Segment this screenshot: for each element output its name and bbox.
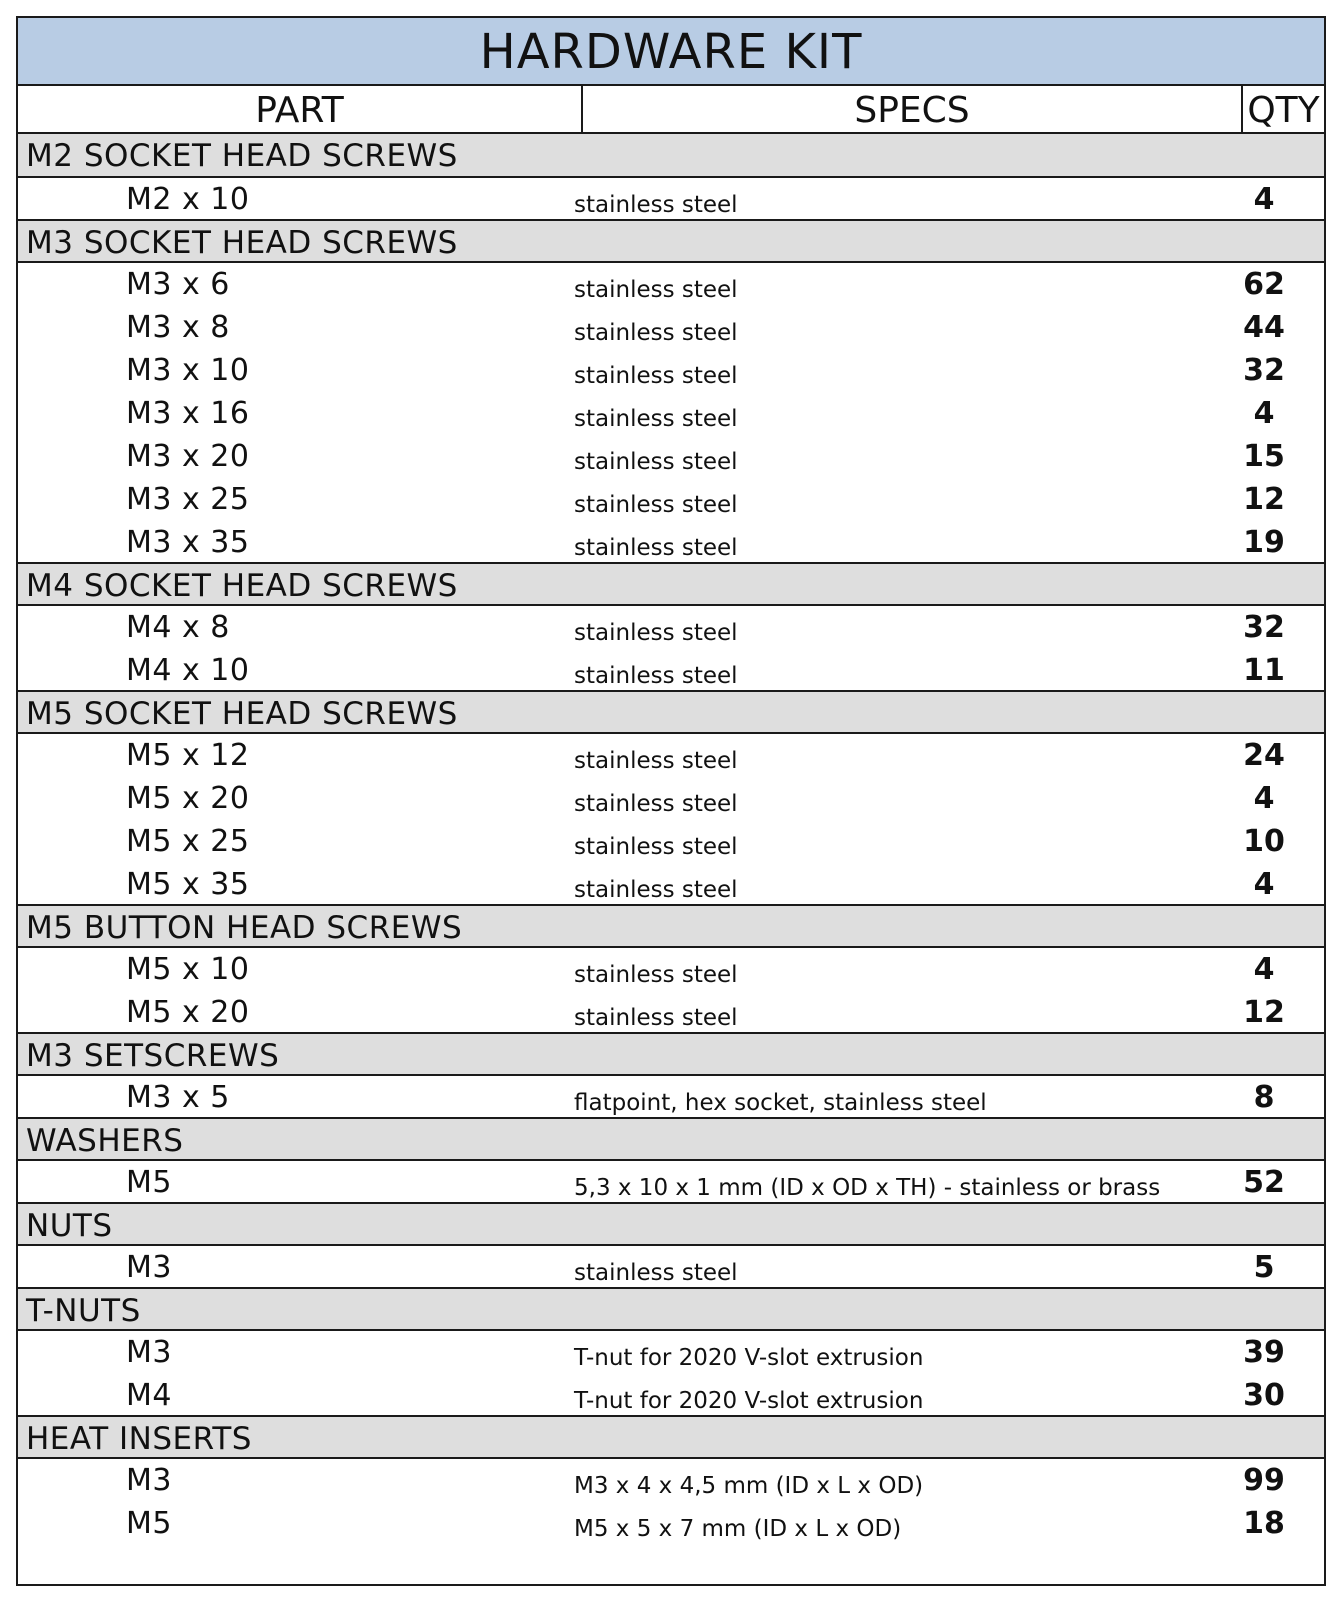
table-row <box>18 649 1324 692</box>
qty-cell: 10 <box>1243 824 1285 859</box>
spec-cell: stainless steel <box>574 748 738 774</box>
part-cell: M3 x 6 <box>126 267 230 302</box>
part-cell: M4 <box>126 1378 172 1413</box>
spec-cell: stainless steel <box>574 535 738 561</box>
table-row <box>18 1502 1324 1545</box>
table-row <box>18 820 1324 863</box>
spec-cell: stainless steel <box>574 1005 738 1031</box>
qty-cell: 24 <box>1243 738 1285 773</box>
qty-cell: 30 <box>1243 1378 1285 1413</box>
table-row <box>18 1161 1324 1204</box>
section-label: T-NUTS <box>26 1293 141 1329</box>
table-row <box>18 777 1324 820</box>
part-cell: M3 x 10 <box>126 353 250 388</box>
section-header-row <box>18 219 1324 263</box>
section-header-row <box>18 1117 1324 1161</box>
spec-cell: T-nut for 2020 V-slot extrusion <box>574 1388 924 1414</box>
column-header-qty: QTY <box>1247 90 1320 131</box>
qty-cell: 44 <box>1243 310 1285 345</box>
section-header-row <box>18 1287 1324 1331</box>
spec-cell: stainless steel <box>574 834 738 860</box>
column-header-part: PART <box>18 86 583 132</box>
table-row <box>18 606 1324 649</box>
qty-cell: 5 <box>1253 1250 1275 1285</box>
hardware-kit-table <box>16 16 1326 1586</box>
part-cell: M3 x 35 <box>126 525 250 560</box>
table-row <box>18 1374 1324 1417</box>
section-label: M3 SOCKET HEAD SCREWS <box>26 225 458 261</box>
table-row <box>18 306 1324 349</box>
table-row <box>18 1459 1324 1502</box>
table-row <box>18 263 1324 306</box>
part-cell: M4 x 10 <box>126 653 250 688</box>
table-row <box>18 349 1324 392</box>
qty-cell: 12 <box>1243 482 1285 517</box>
part-cell: M3 x 20 <box>126 439 250 474</box>
spec-cell: stainless steel <box>574 1260 738 1286</box>
section-header-row <box>18 1415 1324 1459</box>
table-row <box>18 478 1324 521</box>
part-cell: M5 x 35 <box>126 867 250 902</box>
table-row <box>18 991 1324 1034</box>
qty-cell: 32 <box>1243 610 1285 645</box>
part-cell: M3 <box>126 1463 172 1498</box>
spec-cell: stainless steel <box>574 363 738 389</box>
qty-cell: 18 <box>1243 1506 1285 1541</box>
qty-cell: 4 <box>1253 867 1275 902</box>
part-cell: M3 x 25 <box>126 482 250 517</box>
qty-cell: 19 <box>1243 525 1285 560</box>
spec-cell: stainless steel <box>574 277 738 303</box>
spec-cell: flatpoint, hex socket, stainless steel <box>574 1090 987 1116</box>
table-row <box>18 734 1324 777</box>
part-cell: M5 x 10 <box>126 952 250 987</box>
spec-cell: T-nut for 2020 V-slot extrusion <box>574 1345 924 1371</box>
qty-cell: 4 <box>1253 952 1275 987</box>
part-cell: M3 <box>126 1250 172 1285</box>
section-header-row <box>18 1202 1324 1246</box>
part-cell: M5 x 20 <box>126 781 250 816</box>
spec-cell: stainless steel <box>574 449 738 475</box>
table-row <box>18 392 1324 435</box>
spec-cell: M5 x 5 x 7 mm (ID x L x OD) <box>574 1516 902 1542</box>
section-label: M2 SOCKET HEAD SCREWS <box>26 138 458 174</box>
qty-cell: 62 <box>1243 267 1285 302</box>
section-label: WASHERS <box>26 1123 184 1159</box>
spec-cell: stainless steel <box>574 877 738 903</box>
table-row <box>18 1246 1324 1289</box>
column-header-row <box>18 86 1324 134</box>
section-header-row <box>18 134 1324 178</box>
table-body <box>18 134 1324 1545</box>
table-row <box>18 435 1324 478</box>
table-row <box>18 1076 1324 1119</box>
section-label: M3 SETSCREWS <box>26 1038 280 1074</box>
qty-cell: 8 <box>1253 1080 1275 1115</box>
spec-cell: stainless steel <box>574 192 738 218</box>
spec-cell: stainless steel <box>574 406 738 432</box>
qty-cell: 4 <box>1253 781 1275 816</box>
spec-cell: M3 x 4 x 4,5 mm (ID x L x OD) <box>574 1473 924 1499</box>
qty-cell: 12 <box>1243 995 1285 1030</box>
spec-cell: 5,3 x 10 x 1 mm (ID x OD x TH) - stainless or brass <box>574 1175 1161 1201</box>
spec-cell: stainless steel <box>574 320 738 346</box>
section-label: M5 BUTTON HEAD SCREWS <box>26 910 463 946</box>
spec-cell: stainless steel <box>574 791 738 817</box>
table-row <box>18 1331 1324 1374</box>
part-cell: M5 <box>126 1165 172 1200</box>
qty-cell: 99 <box>1243 1463 1285 1498</box>
spec-cell: stainless steel <box>574 620 738 646</box>
qty-cell: 39 <box>1243 1335 1285 1370</box>
part-cell: M3 <box>126 1335 172 1370</box>
section-header-row <box>18 562 1324 606</box>
column-header-specs: SPECS <box>583 86 1243 132</box>
section-header-row <box>18 904 1324 948</box>
table-title: HARDWARE KIT <box>18 18 1324 86</box>
section-label: M4 SOCKET HEAD SCREWS <box>26 568 458 604</box>
qty-cell: 11 <box>1243 653 1285 688</box>
part-cell: M3 x 5 <box>126 1080 230 1115</box>
section-label: NUTS <box>26 1208 113 1244</box>
section-header-row <box>18 1032 1324 1076</box>
part-cell: M3 x 16 <box>126 396 250 431</box>
qty-cell: 4 <box>1253 182 1275 217</box>
part-cell: M5 <box>126 1506 172 1541</box>
section-label: HEAT INSERTS <box>26 1421 252 1457</box>
spec-cell: stainless steel <box>574 492 738 518</box>
part-cell: M4 x 8 <box>126 610 230 645</box>
qty-cell: 32 <box>1243 353 1285 388</box>
table-row <box>18 178 1324 221</box>
part-cell: M5 x 12 <box>126 738 250 773</box>
qty-cell: 4 <box>1253 396 1275 431</box>
qty-cell: 15 <box>1243 439 1285 474</box>
part-cell: M3 x 8 <box>126 310 230 345</box>
part-cell: M5 x 25 <box>126 824 250 859</box>
section-header-row <box>18 690 1324 734</box>
part-cell: M5 x 20 <box>126 995 250 1030</box>
section-label: M5 SOCKET HEAD SCREWS <box>26 696 458 732</box>
spec-cell: stainless steel <box>574 663 738 689</box>
table-row <box>18 521 1324 564</box>
qty-cell: 52 <box>1243 1165 1285 1200</box>
part-cell: M2 x 10 <box>126 182 250 217</box>
table-row <box>18 863 1324 906</box>
spec-cell: stainless steel <box>574 962 738 988</box>
table-row <box>18 948 1324 991</box>
